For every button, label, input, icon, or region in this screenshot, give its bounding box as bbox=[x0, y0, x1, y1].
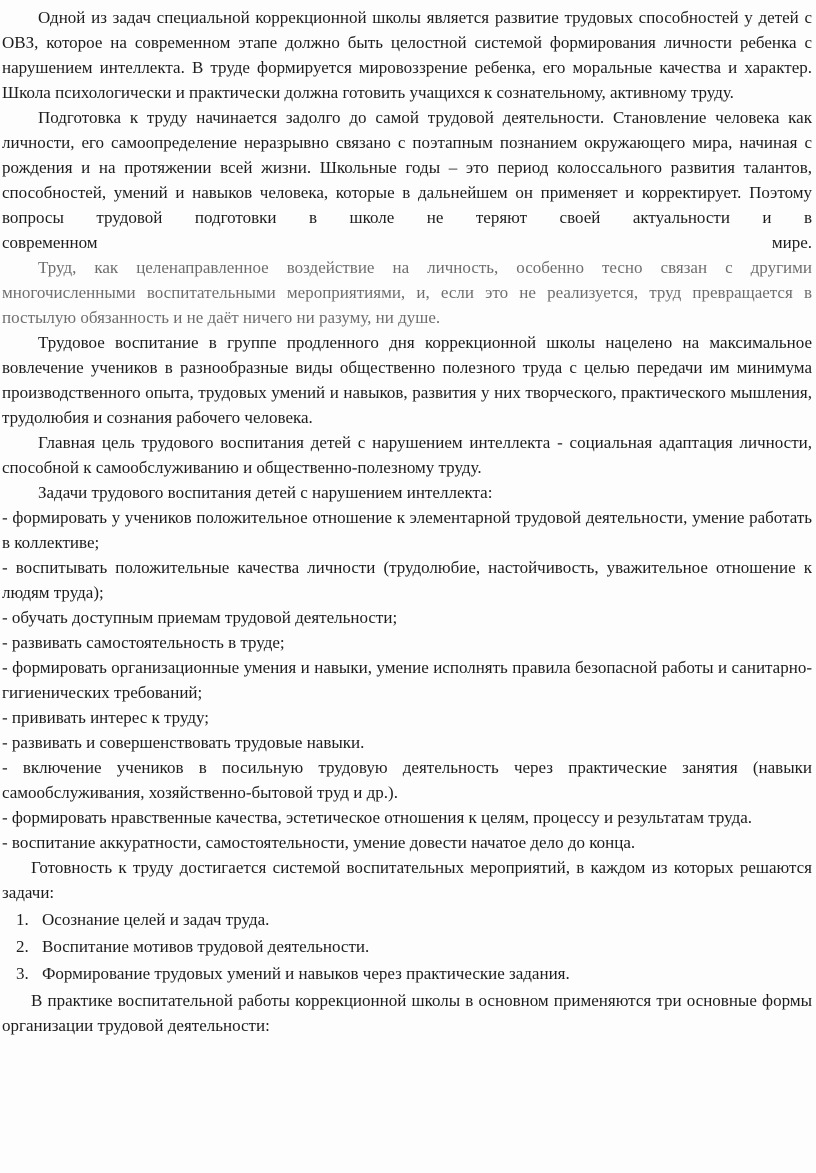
numbered-item-marker: 1. bbox=[16, 910, 29, 929]
paragraph-closing: В практике воспитательной работы коррекционной школы в основном применяются три основные формы организации трудовой деятельности: bbox=[2, 991, 812, 1035]
numbered-item bbox=[2, 961, 812, 986]
paragraph-labor-quote: Труд, как целенаправленное воздействие на личность, особенно тесно связан с другими многочисленными воспитательными мероприятиями, и, если это не реализуется, труд превращается в постылую обязанность и не даёт ничего ни разуму, ни душе. bbox=[2, 258, 812, 327]
paragraph-main-goal: Главная цель трудового воспитания детей с нарушением интеллекта - социальная адаптация личности, способной к самообслуживанию и общественно-полезному труду. bbox=[2, 433, 812, 477]
numbered-item-marker: 3. bbox=[16, 964, 29, 983]
numbered-item-text: Формирование трудовых умений и навыков через практические задания. bbox=[42, 964, 570, 983]
numbered-item-marker: 2. bbox=[16, 937, 29, 956]
task-item: - формировать у учеников положительное отношение к элементарной трудовой деятельности, умение работать в коллективе; bbox=[2, 508, 812, 552]
numbered-item-text: Осознание целей и задач труда. bbox=[42, 910, 270, 929]
numbered-item bbox=[2, 934, 812, 959]
task-item: - развивать и совершенствовать трудовые навыки. bbox=[2, 733, 365, 752]
preparation-last-word-left: современном bbox=[2, 233, 98, 252]
numbered-item-text: Воспитание мотивов трудовой деятельности. bbox=[42, 937, 370, 956]
task-item: - включение учеников в посильную трудовую деятельность через практические занятия (навыки самообслуживания, хозяйственно-бытовой труд и др.). bbox=[2, 758, 812, 802]
task-item: - формировать организационные умения и навыки, умение исполнять правила безопасной работы и санитарно-гигиенических требований; bbox=[2, 658, 812, 702]
paragraph-group-education: Трудовое воспитание в группе продленного дня коррекционной школы нацелено на максимальное вовлечение учеников в разнообразные виды общественно полезного труда с целью передачи им минимума производственного опыта, трудовых умений и навыков, развития у них творческого, практического мышления, трудолюбия и сознания рабочего человека. bbox=[2, 333, 812, 427]
paragraph-preparation-last-line bbox=[2, 230, 812, 255]
task-item: - развивать самостоятельность в труде; bbox=[2, 633, 285, 652]
numbered-item bbox=[2, 907, 812, 932]
paragraph-readiness: Готовность к труду достигается системой воспитательных мероприятий, в каждом из которых решаются задачи: bbox=[2, 858, 812, 902]
task-item: - воспитание аккуратности, самостоятельности, умение довести начатое дело до конца. bbox=[2, 833, 636, 852]
preparation-last-word-right: мире. bbox=[771, 233, 812, 252]
numbered-task-list bbox=[2, 907, 812, 986]
task-item: - воспитывать положительные качества личности (трудолюбие, настойчивость, уважительное отношение к людям труда); bbox=[2, 558, 812, 602]
task-item: - обучать доступным приемам трудовой деятельности; bbox=[2, 608, 398, 627]
paragraph-preparation: Подготовка к труду начинается задолго до самой трудовой деятельности. Становление человека как личности, его самоопределение неразрывно связано с поэтапным познанием окружающего мира, начиная с рождения и на протяжении всей жизни. Школьные годы – это период колоссального развития талантов, способностей, умений и навыков человека, которые в дальнейшем он применяет и корректирует. Поэтому вопросы трудовой подготовки в школе не теряют своей актуальности и в bbox=[2, 108, 812, 227]
paragraph-intro: Одной из задач специальной коррекционной школы является развитие трудовых способностей у детей с ОВЗ, которое на современном этапе должно быть целостной системой формирования личности ребенка с нарушением интеллекта. В труде формируется мировоззрение ребенка, его моральные качества и характер. Школа психологически и практически должна готовить учащихся к сознательному, активному труду. bbox=[2, 8, 812, 102]
task-item: - формировать нравственные качества, эстетическое отношения к целям, процессу и результатам труда. bbox=[2, 808, 753, 827]
tasks-heading: Задачи трудового воспитания детей с нарушением интеллекта: bbox=[38, 483, 493, 502]
task-item: - прививать интерес к труду; bbox=[2, 708, 210, 727]
